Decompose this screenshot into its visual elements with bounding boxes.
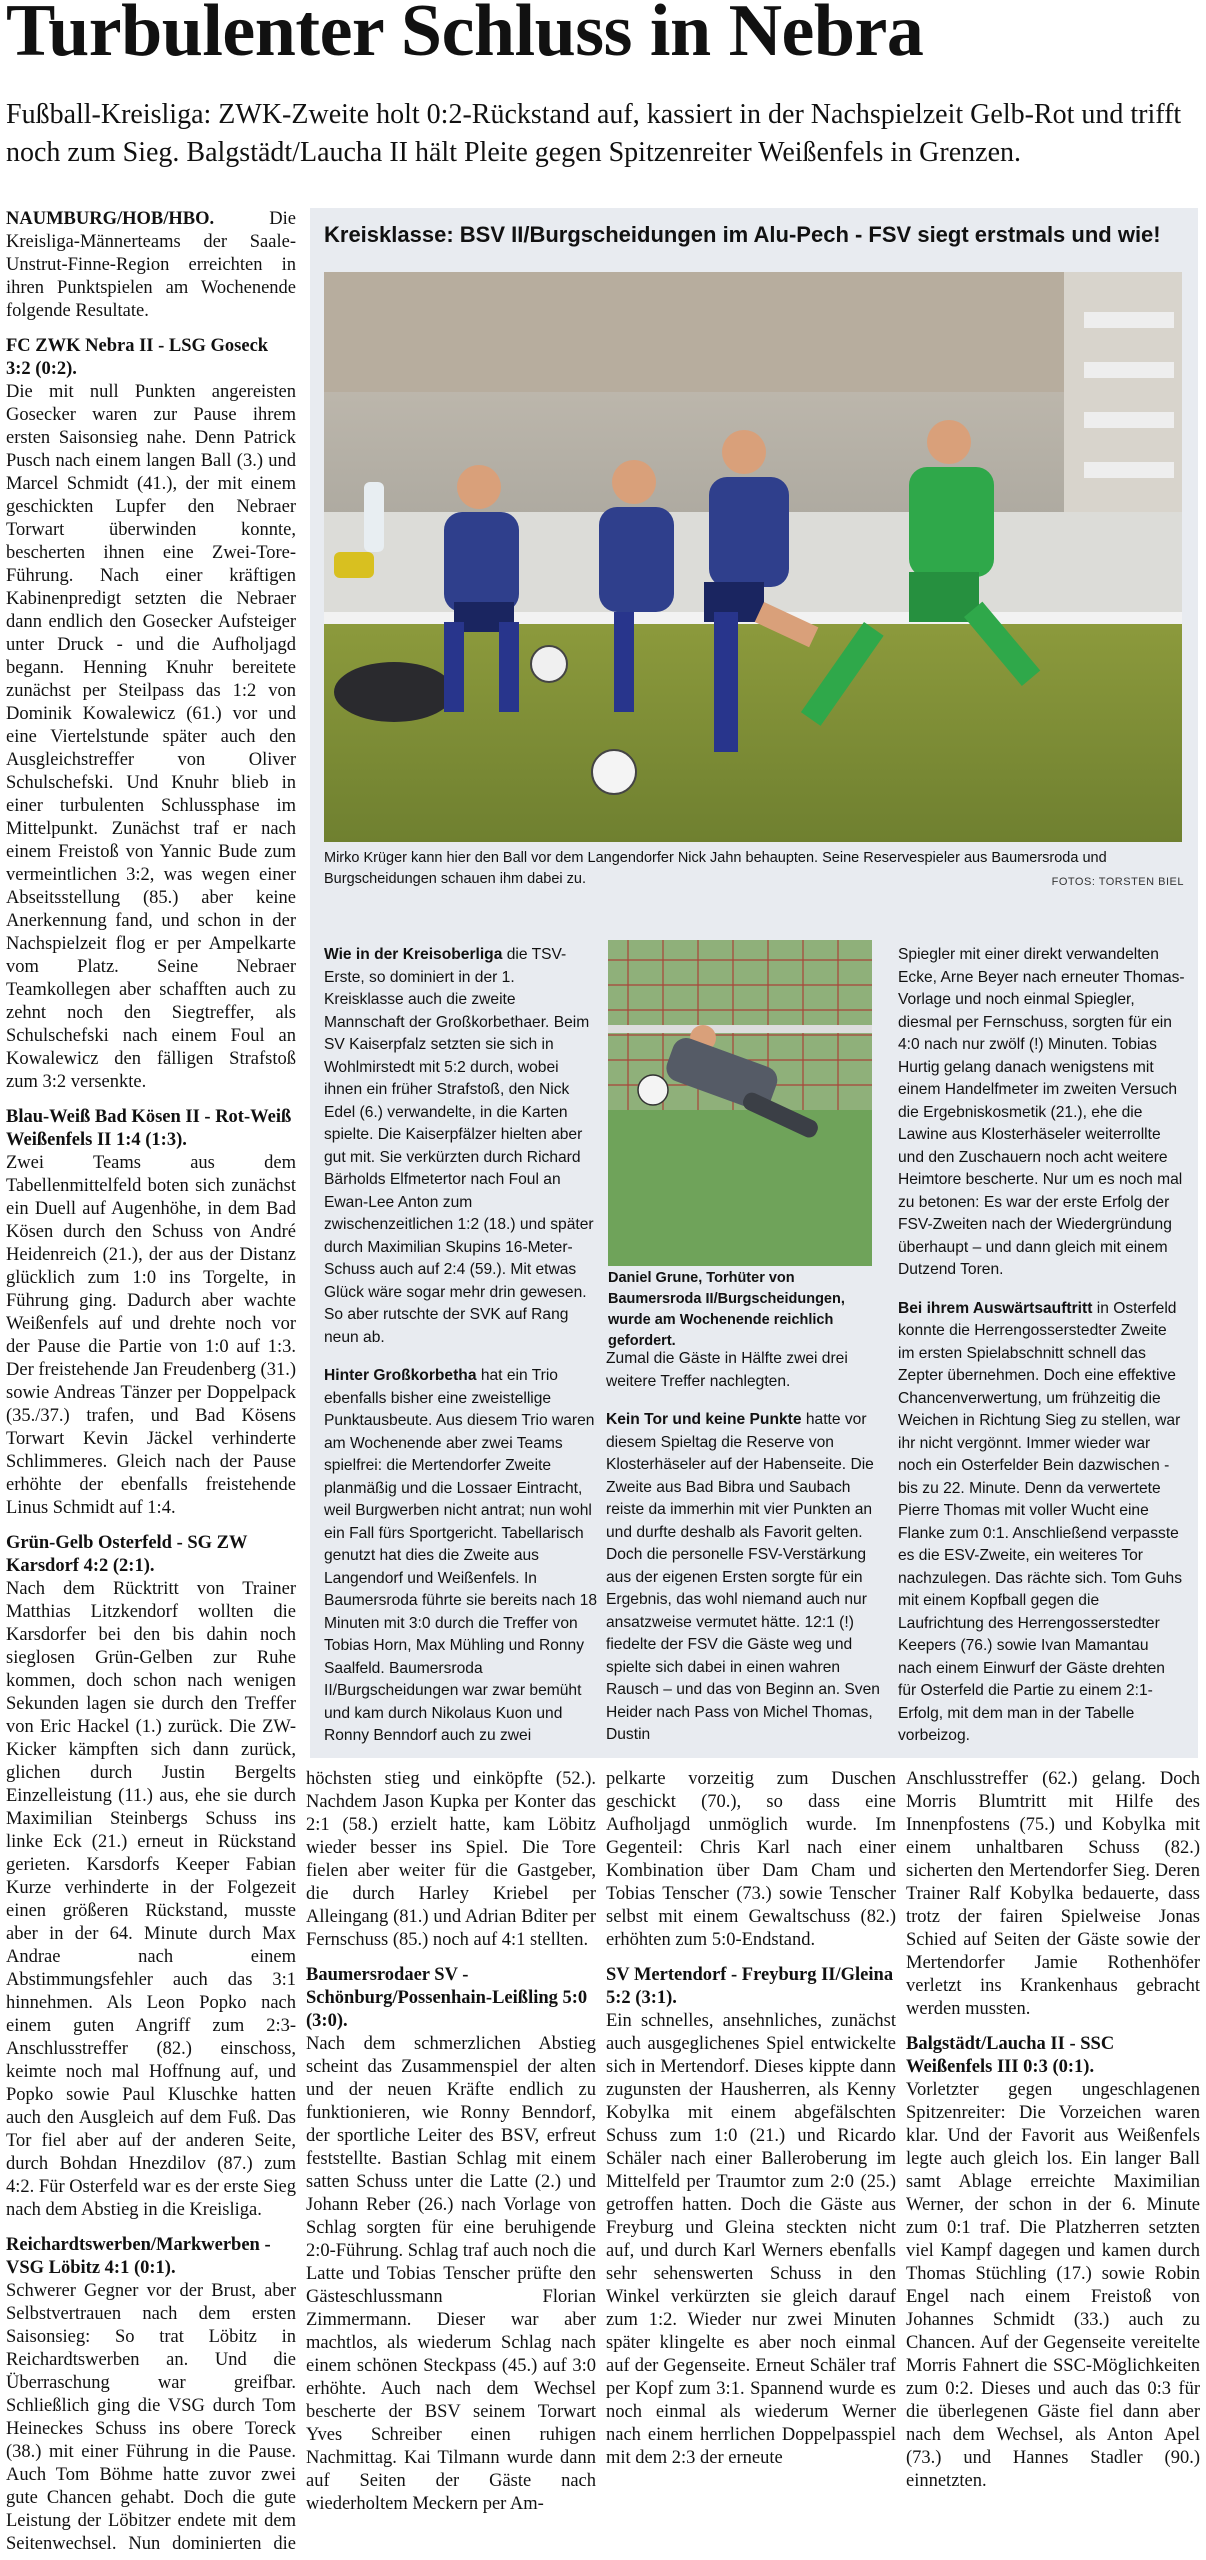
match-heading: Grün-Gelb Osterfeld - SG ZW Karsdorf 4:2 (2:1).: [6, 1533, 248, 1576]
intro-text: Die Kreisliga-Männerteams der Saale-Unstrut-Finne-Region erreichten in ihren Punktspielen am Wochenende folgende Resultate.: [6, 209, 296, 321]
match-heading: Blau-Weiß Bad Kösen II - Rot-Weiß Weißenfels II 1:4 (1:3).: [6, 1107, 292, 1150]
article-column-1: [6, 208, 296, 2558]
goalkeeper-photo: [608, 940, 872, 1266]
article-column-2: [306, 1768, 596, 2558]
infobox-column-1: [324, 944, 598, 1744]
match-report: höchsten stieg und einköpfte (52.). Nachdem Jason Kupka per Konter das 2:1 (58.) erzielt hatte, kam Löbitz wieder besser ins Spiel. Die Tore fielen aber weiter für die Gastgeber, die durch Harley Kriebel per Alleingang (81.) und Adrian Bditer per Fernschuss (85.) noch auf 4:1 stellten.: [306, 1769, 596, 1950]
infobox-column-2: [606, 1348, 886, 1748]
match-heading: SV Mertendorf - Freyburg II/Gleina 5:2 (3:1).: [606, 1965, 894, 2008]
match-report: Zwei Teams aus dem Tabellenmittelfeld boten sich zunächst ein Duell auf Augenhöhe, in dem Bad Kösen durch den Schuss von André Heidenreich (21.), der aus der Distanz glücklich zum 1:0 ins Torgelte, in Führung ging. Dadurch aber wachte Weißenfels auf und drehte noch vor der Pause die Partie von 1:0 auf 1:3. Der freistehende Jan Freudenberg (31.) sowie Andreas Tänzer per Doppelpack (35./37.) trafen, und Bad Kösens Torwart Kevin Jäckel verhinderte Schlimmeres. Gleich nach der Pause erhöhte der ebenfalls freistehende Linus Schmidt auf 1:4.: [6, 1153, 296, 1518]
paragraph-text: hatte vor diesem Spieltag die Reserve von Klosterhäseler auf der Habenseite. Die Zweite aus Bad Bibra und Saubach reiste da immerhin mit vier Punkten an und durfte deshalb als Favorit gelten. Doch die personelle FSV-Verstärkung aus der eigenen Ersten sorgte für ein Ergebnis, das wohl niemand auch nur ansatzweise vermutet hätte. 12:1 (!) fiedelte der FSV die Gäste weg und spielte sich dabei in einen wahren Rausch – und das von Beginn an. Sven Heider nach Pass von Michel Thomas, Dustin: [606, 1411, 880, 1743]
paragraph-text: Spiegler mit einer direkt verwandelten Ecke, Arne Beyer nach erneuter Thomas-Vorlage und noch einmal Spiegler, diesmal per Fernschuss, sorgten für ein 4:0 nach nur zwölf (!) Minuten. Tobias Hurtig gelang danach wenigstens mit einem Handelfmeter im zweiten Versuch die Ergebniskosmetik (21.), ehe die Lawine aus Klosterhäseler weiterrollte und den Zuschauern noch acht weitere Heimtore bescherte. Nur um es noch mal zu betonen: Es war der erste Erfolg der FSV-Zweiten nach der Wiedergründung überhaupt – und dann gleich mit einem Dutzend Toren.: [898, 946, 1185, 1278]
infobox-column-3: [898, 944, 1186, 1744]
photo-credit: FOTOS: TORSTEN BIEL: [1051, 876, 1184, 888]
dateline: NAUMBURG/HOB/HBO.: [6, 209, 215, 229]
match-heading: Reichardtswerben/Markwerben - VSG Löbitz 4:1 (0:1).: [6, 2235, 271, 2278]
paragraph-lead: Wie in der Kreisoberliga: [324, 946, 503, 963]
match-report: pelkarte vorzeitig zum Duschen geschickt (70.), so dass eine Aufholjagd unmöglich wurde. Im Gegenteil: Chris Karl nach einer Kombination über Dam Cham und Tobias Tenscher (73.) sowie Tenscher selbst mit einem Gewaltschuss (82.) erhöhten zum 5:0-Endstand.: [606, 1769, 896, 1950]
headline: Turbulenter Schluss in Nebra: [6, 0, 924, 72]
infobox-title: Kreisklasse: BSV II/Burgscheidungen im Alu-Pech - FSV siegt erstmals und wie!: [324, 222, 1161, 247]
paragraph-text: die TSV-Erste, so dominiert in der 1. Kreisklasse auch die zweite Mannschaft der Großkorbethaer. Beim SV Kaiserpfalz setzten sie sich in Wohlmirstedt mit 5:2 durch, wobei ihnen ein früher Strafstoß, den Nick Edel (6.) verwandelte, in die Karten spielte. Die Kaiserpfälzer hielten aber gut mit. Sie verkürzten durch Richard Bärholds Elfmetertor nach Foul an Ewan-Lee Anton zum zwischenzeitlichen 1:2 (18.) und später durch Maximilian Skupins 16-Meter-Schuss auch auf 2:4 (59.). Mit etwas Glück wäre sogar mehr drin gewesen. So aber rutschte der SVK auf Rang neun ab.: [324, 946, 594, 1346]
match-photo: [324, 272, 1182, 842]
paragraph-lead: Kein Tor und keine Punkte: [606, 1411, 802, 1428]
match-report: Nach dem Rücktritt von Trainer Matthias Litzkendorf wollten die Karsdorfer bei den bis dahin noch sieglosen Grün-Gelben zur Ruhe kommen, doch schon nach wenigen Sekunden lagen sie durch den Treffer von Eric Hackel (1.) zurück. Die ZW-Kicker kämpften sich dann zurück, glichen durch Justin Bergelts Einzelleistung (11.) aus, ehe sie durch Maximilian Steinbergs Schuss ins linke Eck (21.) erneut in Rückstand gerieten. Karsdorfs Keeper Fabian Kurze verhinderte in der Folgezeit einen größeren Rückstand, musste aber in der 64. Minute durch Max Andrae nach einem Abstimmungsfehler auch das 3:1 hinnehmen. Als Leon Popko nach einem guten Angriff zum 2:3-Anschlusstreffer (82.) einschoss, keimte noch mal Hoffnung auf, und Popko sowie Paul Kluschke hatten auch den Ausgleich auf dem Fuß. Das Tor fiel aber auf der anderen Seite, durch Bohdan Hnezdilov (87.) zum 4:2. Für Osterfeld war es der erste Sieg nach dem Abstieg in die Kreisliga.: [6, 1579, 296, 2220]
subheadline: Fußball-Kreisliga: ZWK-Zweite holt 0:2-Rückstand auf, kassiert in der Nachspielzeit Gelb-Rot und trifft noch zum Sieg. Balgstädt/Laucha II hält Pleite gegen Spitzenreiter Weißenfels in Grenzen.: [6, 99, 1182, 168]
paragraph-text: hat ein Trio ebenfalls bisher eine zweistellige Punktausbeute. Aus diesem Trio waren am Wochenende aber zwei Teams spielfrei: die Mertendorfer Zweite planmäßig und die Lossaer Eintracht, weil Burgwerben nicht antrat; nun wohl ein Fall fürs Sportgericht. Tabellarisch genutzt hat dies die Zweite aus Langendorf und Weißenfels. In Baumersroda führte sie bereits nach 18 Minuten mit 3:0 durch die Treffer von Tobias Horn, Max Mühling und Ronny Saalfeld. Baumersroda II/Burgscheidungen war zwar bemüht und kam durch Nikolaus Kuon und Ronny Benndorf auch zu zwei: [324, 1367, 598, 1744]
article-column-4: [906, 1768, 1200, 2558]
match-report: Ein schnelles, ansehnliches, zunächst auch ausgeglichenes Spiel entwickelte sich in Mertendorf. Dieses kippte dann zugunsten der Hausherren, als Kenny Kobylka mit einem abgefälschten Schuss zum 1:0 (21.) und Ricardo Schäler nach einer Balleroberung im Mittelfeld per Traumtor zum 2:0 (25.) getroffen hatten. Doch die Gäste aus Freyburg und Gleina steckten nicht auf, und durch Karl Werners ebenfalls sehr sehenswerten Schuss in den Winkel verkürzten sie gleich darauf zum 1:2. Wieder nur zwei Minuten später klingelte es aber noch einmal auf der Gegenseite. Erneut Schäler traf per Kopf zum 3:1. Spannend wurde es noch einmal als wiederum Werner nach einem herrlichen Doppelpasspiel mit dem 2:3 der erneute: [606, 2011, 896, 2468]
goalkeeper-illustration: [608, 940, 872, 1266]
paragraph-lead: Bei ihrem Auswärtsauftritt: [898, 1299, 1093, 1317]
photo-caption: Mirko Krüger kann hier den Ball vor dem Langendorfer Nick Jahn behaupten. Seine Reservespieler aus Baumersroda und Burgscheidungen schauen ihm dabei zu.: [324, 850, 1107, 887]
article-column-3: [606, 1768, 896, 2558]
match-report: Die mit null Punkten angereisten Gosecker waren zur Pause ihrem ersten Saisonsieg nahe. Denn Patrick Pusch nach einem langen Ball (3.) und Marcel Schmidt (41.), der mit einem geschickten Lupfer den Nebraer Torwart überwinden konnte, bescherten ihnen eine Zwei-Tore-Führung. Nach einer kräftigen Kabinenpredigt setzten die Nebraer dann endlich den Gosecker Aufsteiger unter Druck - und die Aufholjagd begann. Henning Knuhr bereitete zunächst per Steilpass das 1:2 von Dominik Kowalewicz (61.) vor und eine Viertelstunde später auch den Ausgleichstreffer von Oliver Schulschefski. Und Knuhr blieb in einer turbulenten Schlussphase im Mittelpunkt. Zunächst traf er nach einem Freistoß von Yannic Bude zum vermeintlichen 3:2, was wegen einer Abseitsstellung (85.) aber keine Anerkennung fand, und schon in der Nachspielzeit flog er per Ampelkarte vom Platz. Seine Nebraer Teamkollegen aber schafften auch zu zehnt noch den Siegtreffer, als Schulschefski nach einem Foul an Kowalewicz den fälligen Strafstoß zum 3:2 versenkte.: [6, 382, 296, 1092]
football-scene-illustration: [324, 272, 1182, 842]
paragraph-text: in Osterfeld konnte die Herrengosserstedter Zweite im ersten Spielabschnitt schnell das Zepter übernehmen. Doch eine effektive Chancenverwertung, um frühzeitig die Weichen in Richtung Sieg zu stellen, war ihr nicht vergönnt. Immer wieder war noch ein Osterfelder Bein dazwischen - bis zu 22. Minute. Denn da verwertete Pierre Thomas mit voller Wucht eine Flanke zum 0:1. Anschließend verpasste es die ESV-Zweite, ein weiteres Tor nachzulegen. Das rächte sich. Tom Guhs mit einem Kopfball gegen die Laufrichtung des Herrengosserstedter Keepers (76.) sowie Ivan Mamantau nach einem Einwurf der Gäste drehten für Osterfeld die Partie zu einem 2:1-Erfolg, mit dem man in der Tabelle vorbeizog.: [898, 1299, 1183, 1744]
match-report: Anschlusstreffer (62.) gelang. Doch Morris Blumtritt mit Hilfe des Innenpfostens (75.) und Kobylka mit einem unhaltbaren Schuss (82.) sicherten den Mertendorfer Sieg. Deren Trainer Ralf Kobylka bedauerte, dass trotz der fairen Spielweise Jonas Schied auf Seiten der Gäste sowie der Mertendorfer Jamie Rothenhöfer verletzt ins Krankenhaus gebracht werden mussten.: [906, 1769, 1200, 2019]
match-heading: FC ZWK Nebra II - LSG Goseck 3:2 (0:2).: [6, 336, 269, 379]
match-report: Vorletzter gegen ungeschlagenen Spitzenreiter: Die Vorzeichen waren klar. Und der Favorit aus Weißenfels legte auch gleich los. Ein langer Ball samt Ablage erreichte Maximilian Werner, der schon in der 6. Minute zum 0:1 traf. Die Platzherren setzten viel Kampf dagegen und kamen durch Thomas Stüchling (17.) sowie Robin Engel nach einem Freistoß von Johannes Schmidt (33.) auch zu Chancen. Auf der Gegenseite vereitelte Morris Fahnert die SSC-Möglichkeiten zum 0:2. Dieses und auch das 0:3 für die überlegenen Gäste fiel dann aber nach dem Wechsel, als Anton Apel (73.) und Hannes Stadler (90.) einnetzten.: [906, 2080, 1200, 2491]
match-heading: Balgstädt/Laucha II - SSC Weißenfels III 0:3 (0:1).: [906, 2034, 1115, 2077]
goalkeeper-caption: Daniel Grune, Torhüter von Baumersroda II/Burgscheidungen, wurde am Wochenende reichlich gefordert.: [608, 1270, 845, 1349]
paragraph-lead: Hinter Großkorbetha: [324, 1367, 477, 1384]
match-heading: Baumersrodaer SV - Schönburg/Possenhain-Leißling 5:0 (3:0).: [306, 1965, 588, 2031]
match-report: Nach dem schmerzlichen Abstieg scheint das Zusammenspiel der alten und der neuen Kräfte endlich zu funktionieren, wie Ronny Benndorf, der sportliche Leiter des BSV, erfreut feststellte. Bastian Schlag mit einem satten Schuss unter die Latte (2.) und Johann Reber (26.) nach Vorlage von Schlag sorgten für eine beruhigende 2:0-Führung. Schlag traf auch noch die Latte und Tobias Tenscher prüfte den Gästeschlussmann Florian Zimmermann. Dieser war aber machtlos, als wiederum Schlag nach einem schönen Steckpass (45.) auf 3:0 erhöhte. Auch nach dem Wechsel bescherte der BSV seinem Torwart Yves Schreiber einen ruhigen Nachmittag. Kai Tilmann wurde dann auf Seiten der Gäste nach wiederholtem Meckern per Am-: [306, 2034, 596, 2514]
paragraph-text: Zumal die Gäste in Hälfte zwei drei weitere Treffer nachlegten.: [606, 1350, 848, 1390]
match-report: Schwerer Gegner vor der Brust, aber Selbstvertrauen nach dem ersten Saisonsieg: So trat Löbitz in Reichardtswerben an. Und die Überraschung war greifbar. Schließlich ging die VSG durch Tom Heineckes Schuss ins obere Toreck (38.) mit einer Führung in die Pause. Auch Tom Böhme hatte zuvor zwei gute Chancen gehabt. Doch die gute Leistung der Löbitzer endete mit dem Seitenwechsel. Nun dominierten die: [6, 2281, 296, 2554]
